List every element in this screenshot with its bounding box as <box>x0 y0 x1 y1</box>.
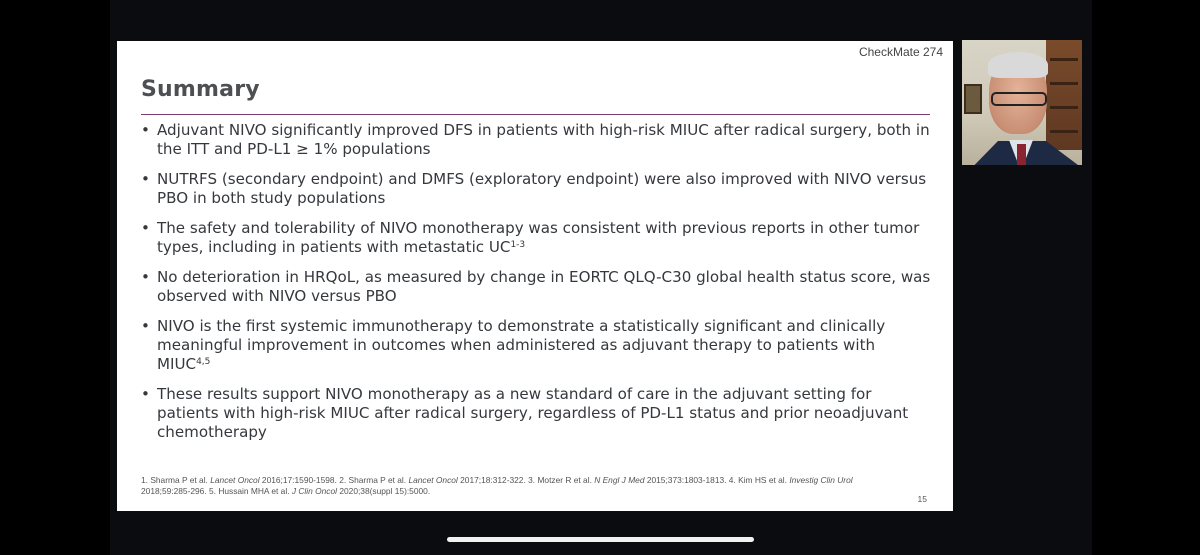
slide-page-number: 15 <box>917 494 927 504</box>
speaker-hair <box>988 52 1048 78</box>
bullet-marker: • <box>141 219 150 237</box>
bullet-text: These results support NIVO monotherapy as a new standard of care in the adjuvant setting for patients with high-risk MIUC after radical surgery, regardless of PD-L1 status and prior neoadjuvant chemotherapy <box>157 385 909 441</box>
summary-bullet-list <box>141 121 931 453</box>
bullet-text: NUTRFS (secondary endpoint) and DMFS (exploratory endpoint) were also improved with NIVO versus PBO in both study populations <box>157 170 927 207</box>
bullet-marker: • <box>141 121 150 139</box>
speaker-video-thumbnail[interactable] <box>962 40 1082 165</box>
bullet-text: Adjuvant NIVO significantly improved DFS in patients with high-risk MIUC after radical surgery, both in the ITT and PD-L1 ≥ 1% populations <box>157 121 930 158</box>
reference-superscript: 1-3 <box>510 240 526 250</box>
reference-item: 2. Sharma P et al. Lancet Oncol 2017;18:312-322. <box>339 475 529 485</box>
wall-picture <box>964 84 982 114</box>
slide-title: Summary <box>141 77 260 102</box>
bullet-marker: • <box>141 170 150 188</box>
bullet-text: The safety and tolerability of NIVO monotherapy was consistent with previous reports in other tumor types, including in patients with metastatic UC <box>157 219 920 256</box>
bullet-marker: • <box>141 385 150 403</box>
reference-item: 3. Motzer R et al. N Engl J Med 2015;373:1803-1813. <box>528 475 729 485</box>
summary-bullet <box>141 268 931 306</box>
bullet-marker: • <box>141 268 150 286</box>
reference-item: 4. Kim HS et al. Investig Clin Urol 2018;59:285-296. <box>141 475 853 496</box>
speaker-glasses <box>991 92 1047 106</box>
bookshelf <box>1046 40 1082 150</box>
summary-bullet <box>141 170 931 208</box>
bullet-text: No deterioration in HRQoL, as measured by change in EORTC QLQ-C30 global health status score, was observed with NIVO versus PBO <box>157 268 931 305</box>
references-footnote <box>141 475 893 497</box>
presentation-slide <box>117 41 953 511</box>
bullet-text: NIVO is the first systemic immunotherapy to demonstrate a statistically significant and clinically meaningful improvement in outcomes when administered as adjuvant therapy to patients with MIUC <box>157 317 886 373</box>
title-divider <box>141 114 930 115</box>
reference-superscript: 4,5 <box>196 357 211 367</box>
summary-bullet <box>141 385 931 442</box>
bullet-marker: • <box>141 317 150 335</box>
speaker-tie <box>1017 144 1026 165</box>
reference-item: 1. Sharma P et al. Lancet Oncol 2016;17:1590-1598. <box>141 475 340 485</box>
summary-bullet <box>141 121 931 159</box>
summary-bullet <box>141 219 931 257</box>
home-indicator-bar[interactable] <box>447 537 754 542</box>
reference-item: 5. Hussain MHA et al. J Clin Oncol 2020;38(suppl 15):5000. <box>209 486 431 496</box>
study-brand-label: CheckMate 274 <box>858 45 943 59</box>
summary-bullet <box>141 317 931 374</box>
